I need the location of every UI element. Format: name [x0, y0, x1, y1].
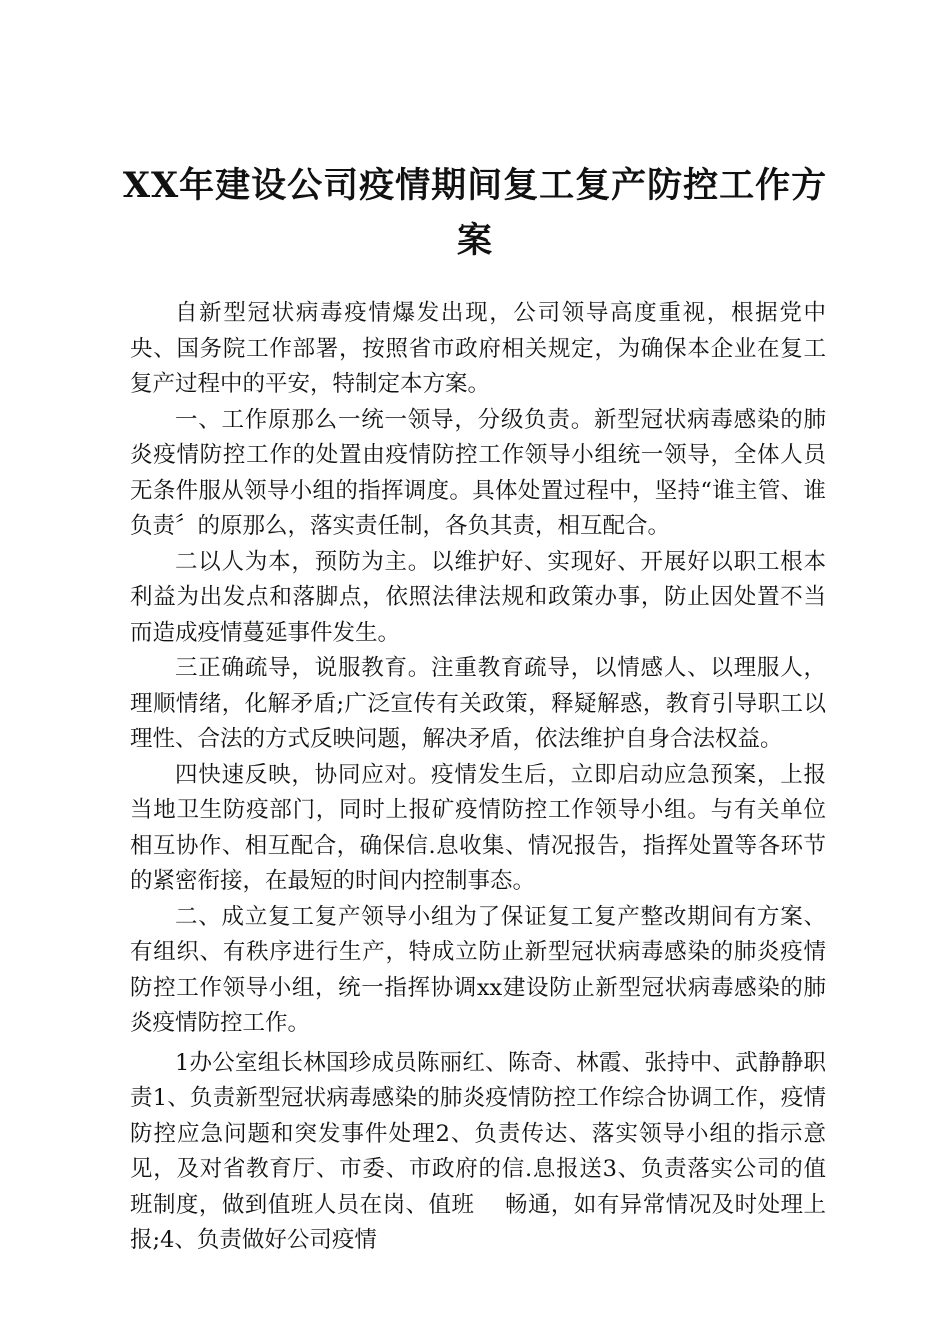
paragraph-office: 1办公室组长林国珍成员陈丽红、陈奇、林霞、张持中、武静静职责1、负责新型冠状病毒感染的肺炎疫情防控工作综合协调工作，疫情防控应急问题和突发事件处理2、负责传达、落实领导小组的指示意见，及对省教育厅、市委、市政府的信.息报送3、负责落实公司的值班制度，做到值班人员在岗、值班 畅通，如有异常情况及时处理上报;4、负责做好公司疫情 [130, 1049, 826, 1253]
document-title: XX年建设公司疫情期间复工复产防控工作方案 [122, 165, 828, 261]
document-body [130, 296, 826, 1259]
paragraph-intro: 自新型冠状病毒疫情爆发出现，公司领导高度重视，根据党中央、国务院工作部署，按照省市政府相关规定，为确保本企业在复工复产过程中的平安，特制定本方案。 [130, 300, 826, 397]
paragraph-leadership-group: 二、成立复工复产领导小组为了保证复工复产整改期间有方案、有组织、有秩序进行生产，特成立防止新型冠状病毒感染的肺炎疫情防控工作领导小组，统一指挥协调xx建设防止新型冠状病毒感染的肺炎疫情防控工作。 [130, 903, 826, 1036]
paragraph-principle-2: 二以人为本，预防为主。以维护好、实现好、开展好以职工根本利益为出发点和落脚点，依照法律法规和政策办事，防止因处置不当而造成疫情蔓延事件发生。 [130, 548, 826, 646]
paragraph-principle-4: 四快速反映，协同应对。疫情发生后，立即启动应急预案，上报当地卫生防疫部门，同时上报矿疫情防控工作领导小组。与有关单位相互协作、相互配合，确保信.息收集、情况报告，指挥处置等各环节的紧密衔接，在最短的时间内控制事态。 [130, 761, 826, 894]
paragraph-principle-3: 三正确疏导，说服教育。注重教育疏导，以情感人、以理服人，理顺情绪，化解矛盾;广泛宣传有关政策，释疑解惑，教育引导职工以理性、合法的方式反映问题，解决矛盾，依法维护自身合法权益。 [130, 655, 826, 752]
paragraph-principle-1: 一、工作原那么一统一领导，分级负责。新型冠状病毒感染的肺炎疫情防控工作的处置由疫情防控工作领导小组统一领导，全体人员无条件服从领导小组的指挥调度。具体处置过程中，坚持“谁主管、谁负责〞的原那么，落实责任制，各负其责，相互配合。 [130, 406, 826, 539]
